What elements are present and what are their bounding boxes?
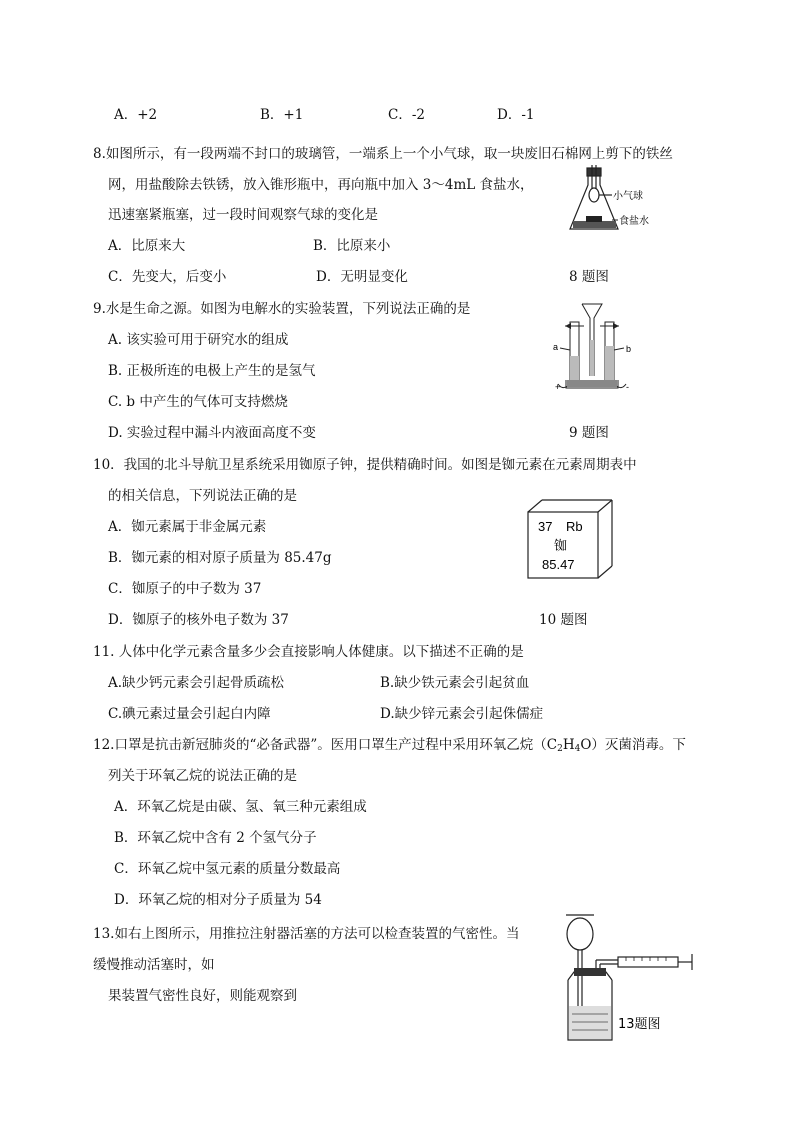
q13-apparatus-figure [560, 912, 700, 1044]
q9-label-plus: + [555, 382, 561, 392]
q8-stem-line1: 8.如图所示，有一段两端不封口的玻璃管，一端系上一个小气球，取一块废旧石棉网上剪下的铁丝 [93, 146, 673, 162]
q10-element-cell [526, 498, 626, 582]
q9-electrolysis-figure [548, 300, 638, 395]
q13-stem-line3: 果装置气密性良好，则能观察到 [108, 988, 297, 1004]
q8-option-b: B．比原来小 [313, 238, 391, 254]
q8-option-a: A．比原来大 [108, 238, 186, 254]
q9-label-minus: - [626, 382, 629, 392]
q8-option-d: D．无明显变化 [316, 269, 408, 285]
q12-h: H [562, 737, 575, 753]
q8-figure-caption: 8 题图 [569, 269, 609, 285]
q9-label-a: a [553, 342, 559, 352]
q8-stem-line2: 网，用盐酸除去铁锈，放入锥形瓶中，再向瓶中加入 3～4mL 食盐水， [108, 177, 534, 193]
q8-flask-figure [566, 165, 678, 237]
q10-stem-line2: 的相关信息，下列说法正确的是 [108, 488, 297, 504]
q12-sub-4: 4 [574, 744, 581, 754]
q10-option-a: A．铷元素属于非金属元素 [108, 519, 267, 535]
q9-figure-caption: 9 题图 [569, 425, 609, 441]
q7-option-b: B．+1 [260, 107, 304, 123]
q9-option-c: C. b 中产生的气体可支持燃烧 [108, 394, 288, 410]
q10-option-d: D．铷原子的核外电子数为 37 [108, 612, 289, 628]
q7-option-d: D．-1 [497, 107, 535, 123]
q8-label-saltwater: 食盐水 [619, 216, 649, 227]
q7-option-a: A．+2 [114, 107, 158, 123]
q8-stem-line3: 迅速塞紧瓶塞，过一段时间观察气球的变化是 [108, 207, 378, 223]
q9-option-b: B. 正极所连的电极上产生的是氢气 [108, 363, 316, 379]
q11-option-d: D.缺少锌元素会引起侏儒症 [380, 706, 544, 722]
q10-atomic-mass: 85.47 [542, 557, 575, 572]
q13-stem-line1: 13.如右上图所示，用推拉注射器活塞的方法可以检查装置的气密性。当 [93, 926, 520, 942]
q9-label-b: b [626, 344, 632, 354]
q9-stem: 9.水是生命之源。如图为电解水的实验装置，下列说法正确的是 [93, 301, 471, 317]
q10-stem-line1: 10．我国的北斗导航卫星系统采用铷原子钟，提供精确时间。如图是铷元素在元素周期表中 [93, 457, 637, 473]
q10-atomic-number: 37 [538, 519, 553, 534]
q11-option-a: A.缺少钙元素会引起骨质疏松 [108, 675, 285, 691]
q10-figure-caption: 10 题图 [539, 612, 588, 628]
q7-option-c: C．-2 [388, 107, 425, 123]
q11-stem: 11. 人体中化学元素含量多少会直接影响人体健康。以下描述不正确的是 [93, 644, 524, 660]
q12-stem-line1 [93, 736, 686, 758]
q9-option-d: D. 实验过程中漏斗内液面高度不变 [108, 425, 316, 441]
q12-stem-part-b: O）灭菌消毒。下 [580, 737, 686, 753]
q10-element-name: 铷 [554, 539, 568, 554]
q10-option-c: C．铷原子的中子数为 37 [108, 581, 262, 597]
q12-option-d: D．环氧乙烷的相对分子质量为 54 [114, 892, 322, 908]
q13-figure-caption: 13题图 [618, 1017, 661, 1032]
q13-stem-line2: 缓慢推动活塞时，如 [93, 957, 215, 973]
q10-option-b: B．铷元素的相对原子质量为 85.47g [108, 550, 332, 566]
q12-option-b: B．环氧乙烷中含有 2 个氢气分子 [114, 830, 317, 846]
q11-option-c: C.碘元素过量会引起白内障 [108, 706, 271, 722]
q8-label-balloon: 小气球 [613, 191, 643, 202]
q9-option-a: A. 该实验可用于研究水的组成 [108, 332, 289, 348]
q12-option-a: A．环氧乙烷是由碳、氢、氧三种元素组成 [114, 799, 367, 815]
q12-stem-part-a: 12.口罩是抗击新冠肺炎的“必备武器”。医用口罩生产过程中采用环氧乙烷（C [93, 737, 558, 753]
q11-option-b: B.缺少铁元素会引起贫血 [380, 675, 530, 691]
q12-stem-line2: 列关于环氧乙烷的说法正确的是 [108, 768, 297, 784]
q8-option-c: C．先变大，后变小 [108, 269, 227, 285]
q10-element-symbol: Rb [566, 519, 583, 534]
q12-sub-2: 2 [557, 744, 563, 754]
q12-option-c: C．环氧乙烷中氢元素的质量分数最高 [114, 861, 341, 877]
